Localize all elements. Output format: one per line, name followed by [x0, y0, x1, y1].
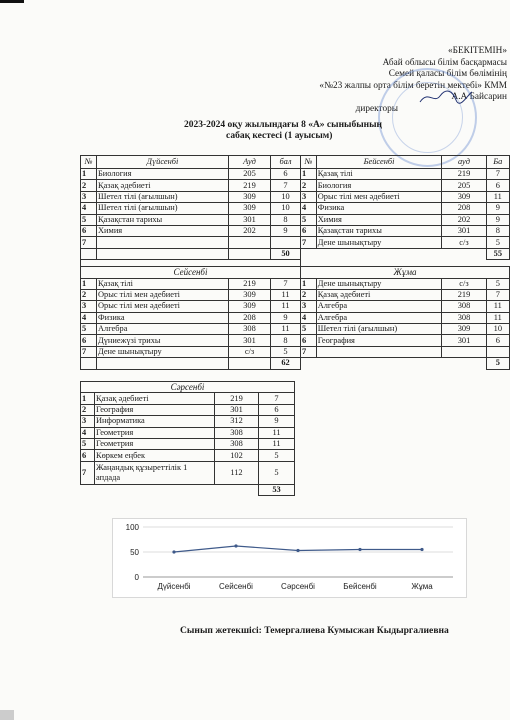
table-row [301, 301, 510, 312]
table-row [301, 214, 510, 225]
difficulty-score: 7 [271, 180, 301, 191]
wednesday-total: 53 [259, 484, 295, 495]
subject-name: Информатика [95, 416, 215, 427]
subject-name: Қазақ тілі [97, 278, 229, 289]
lesson-number: 1 [81, 169, 97, 180]
col-score-header: Ба [486, 156, 509, 169]
table-cell [97, 248, 229, 259]
y-tick-label: 100 [125, 523, 139, 532]
lesson-number: 5 [301, 324, 317, 335]
subject-name: Физика [97, 312, 229, 323]
lesson-number: 3 [81, 191, 97, 202]
subject-name: Шетел тілі (ағылшын) [97, 203, 229, 214]
room-number: 309 [442, 191, 486, 202]
room-number: 219 [215, 393, 259, 404]
x-tick-label: Дүйсенбі [157, 582, 191, 591]
table-row [301, 346, 510, 357]
subject-name: Қазақ әдебиеті [95, 393, 215, 404]
room-number: 301 [215, 404, 259, 415]
subject-name: Қазақ тілі [316, 169, 442, 180]
lesson-number: 1 [301, 278, 317, 289]
approval-line: «БЕКІТЕМІН» [447, 46, 507, 56]
table-cell [229, 358, 271, 369]
lesson-number: 7 [301, 237, 317, 248]
room-number: 205 [229, 169, 271, 180]
table-row [81, 225, 301, 236]
day-header-friday: Жұма [301, 267, 510, 278]
table-row [81, 278, 301, 289]
difficulty-score: 7 [271, 278, 301, 289]
school-stamp [378, 68, 477, 167]
x-tick-label: Сәрсенбі [281, 582, 315, 591]
friday-total-row [301, 358, 510, 369]
day-header-thursday: Бейсенбі [316, 156, 442, 169]
table-cell [229, 248, 271, 259]
subject-name: Қазақстан тарихы [97, 214, 229, 225]
room-number: 202 [442, 214, 486, 225]
table-row [81, 237, 301, 248]
table-row [301, 324, 510, 335]
director-signature [418, 88, 474, 106]
table-row [81, 438, 295, 449]
room-number: 102 [215, 450, 259, 461]
data-point [234, 544, 237, 547]
difficulty-score: 7 [486, 169, 509, 180]
room-number [442, 346, 486, 357]
approval-line: директоры [355, 103, 398, 114]
subject-name: Биология [316, 180, 442, 191]
room-number: 301 [229, 214, 271, 225]
wednesday-header-row [81, 382, 295, 393]
lesson-number: 2 [301, 289, 317, 300]
difficulty-score: 9 [486, 203, 509, 214]
lesson-number: 3 [81, 416, 95, 427]
room-number: 301 [229, 335, 271, 346]
subject-name: Жаңандық құзыреттілік 1 апдада [95, 461, 215, 484]
subject-name: Қазақстан тарихы [316, 225, 442, 236]
table-cell [301, 260, 510, 267]
col-score-header: бал [271, 156, 301, 169]
subject-name: Алгебра [316, 301, 442, 312]
difficulty-score: 6 [259, 404, 295, 415]
table-cell [81, 358, 97, 369]
difficulty-score: 9 [486, 214, 509, 225]
subject-name: Қазақ әдебиеті [316, 289, 442, 300]
difficulty-score [271, 237, 301, 248]
room-number: 205 [442, 180, 486, 191]
difficulty-score: 7 [486, 289, 509, 300]
tuesday-header-row [81, 267, 301, 278]
lesson-number: 1 [81, 393, 95, 404]
approval-line: Семей қаласы білім бөлімінің [388, 69, 507, 80]
difficulty-score: 10 [271, 191, 301, 202]
schedule-table-wednesday [80, 381, 295, 496]
col-num-header: № [81, 156, 97, 169]
subject-name: Химия [97, 225, 229, 236]
difficulty-score: 11 [259, 438, 295, 449]
monday-total: 50 [271, 248, 301, 259]
tuesday-total: 62 [271, 358, 301, 369]
col-room-header: Ауд [229, 156, 271, 169]
room-number: 309 [229, 301, 271, 312]
lesson-number: 7 [81, 346, 97, 357]
subject-name: Дене шынықтыру [316, 237, 442, 248]
subject-name: Орыс тілі мен әдебиеті [97, 289, 229, 300]
subject-name: Қазақ әдебиеті [97, 180, 229, 191]
room-number: 208 [442, 203, 486, 214]
table-cell [301, 358, 487, 369]
room-number: 301 [442, 335, 486, 346]
difficulty-score: 5 [271, 346, 301, 357]
subject-name: Дене шынықтыру [316, 278, 442, 289]
room-number: 112 [215, 461, 259, 484]
lesson-number: 6 [301, 225, 317, 236]
col-num-header: № [301, 156, 317, 169]
room-number: 219 [229, 278, 271, 289]
document-title [184, 120, 382, 142]
table-row [81, 301, 301, 312]
subject-name: Физика [316, 203, 442, 214]
day-header-tuesday: Сейсенбі [81, 267, 301, 278]
difficulty-score: 11 [259, 427, 295, 438]
table-row [81, 324, 301, 335]
lesson-number: 4 [301, 203, 317, 214]
table-row [81, 427, 295, 438]
data-point [296, 549, 299, 552]
table-row [81, 203, 301, 214]
friday-header-row [301, 267, 510, 278]
tuesday-rows [81, 278, 301, 358]
subject-name: География [316, 335, 442, 346]
table-row [81, 335, 301, 346]
lesson-number: 1 [301, 169, 317, 180]
approval-line: А.А Байсарин [451, 92, 507, 103]
table-cell [81, 260, 301, 267]
table-row [81, 404, 295, 415]
table-row [81, 169, 301, 180]
lesson-number: 2 [301, 180, 317, 191]
subject-name: География [95, 404, 215, 415]
room-number: 309 [229, 191, 271, 202]
subject-name: Орыс тілі мен әдебиеті [97, 301, 229, 312]
schedule-table-left [80, 155, 301, 370]
lesson-number: 6 [301, 335, 317, 346]
difficulty-score: 5 [486, 278, 509, 289]
table-row [301, 335, 510, 346]
table-row [81, 346, 301, 357]
wednesday-rows [81, 393, 295, 484]
table-row [301, 203, 510, 214]
table-row [81, 312, 301, 323]
subject-name: Орыс тілі мен әдебиеті [316, 191, 442, 202]
monday-total-row [81, 248, 301, 259]
table-cell [97, 358, 229, 369]
subject-name: Шетел тілі (ағылшын) [316, 324, 442, 335]
difficulty-score: 8 [271, 335, 301, 346]
room-number: 312 [215, 416, 259, 427]
table-header-row [81, 156, 301, 169]
room-number [229, 237, 271, 248]
table-cell [81, 248, 97, 259]
subject-name [97, 237, 229, 248]
y-tick-label: 0 [134, 573, 139, 582]
monday-rows [81, 169, 301, 249]
room-number: с/з [442, 278, 486, 289]
subject-name: Алгебра [97, 324, 229, 335]
lesson-number: 2 [81, 289, 97, 300]
x-tick-label: Бейсенбі [343, 582, 377, 591]
table-row [301, 169, 510, 180]
difficulty-score: 9 [259, 416, 295, 427]
difficulty-score: 10 [271, 203, 301, 214]
lesson-number: 4 [81, 203, 97, 214]
table-cell [81, 484, 259, 495]
table-row [301, 278, 510, 289]
class-teacher-line: Сынып жетекшісі: Темергалиева Кумысжан Кыдыргалиевна [180, 625, 449, 636]
lesson-number: 5 [81, 324, 97, 335]
lesson-number: 2 [81, 404, 95, 415]
approval-line: «№23 жалпы орта білім беретін мектебі» КММ [319, 80, 507, 91]
room-number: 202 [229, 225, 271, 236]
title-line: сабақ кестесі (1 ауысым) [226, 131, 333, 141]
data-point [420, 548, 423, 551]
lesson-number: 5 [81, 214, 97, 225]
room-number: 308 [215, 438, 259, 449]
table-header-row [301, 156, 510, 169]
schedule-table-right [300, 155, 510, 370]
subject-name: Геометрия [95, 438, 215, 449]
room-number: 301 [442, 225, 486, 236]
difficulty-score: 11 [486, 301, 509, 312]
lesson-number: 7 [81, 461, 95, 484]
day-header-monday: Дүйсенбі [97, 156, 229, 169]
difficulty-score: 11 [271, 301, 301, 312]
table-row [81, 180, 301, 191]
difficulty-score: 6 [486, 180, 509, 191]
spacer-row [301, 260, 510, 267]
difficulty-score: 9 [271, 312, 301, 323]
lesson-number: 7 [301, 346, 317, 357]
lesson-number: 6 [81, 225, 97, 236]
room-number: 309 [442, 324, 486, 335]
lesson-number: 3 [81, 301, 97, 312]
table-row [81, 393, 295, 404]
table-row [301, 289, 510, 300]
thursday-total: 55 [486, 248, 509, 259]
day-header-wednesday: Сәрсенбі [81, 382, 295, 393]
subject-name: Биология [97, 169, 229, 180]
difficulty-score: 11 [486, 191, 509, 202]
chart-canvas [113, 519, 466, 597]
subject-name [316, 346, 442, 357]
room-number: 208 [229, 312, 271, 323]
difficulty-score: 6 [271, 169, 301, 180]
lesson-number: 1 [81, 278, 97, 289]
table-row [301, 180, 510, 191]
data-point [358, 548, 361, 551]
room-number: 219 [229, 180, 271, 191]
difficulty-score [486, 346, 509, 357]
spacer-row [81, 260, 301, 267]
table-row [81, 416, 295, 427]
scan-corner-mark-bottom [0, 710, 14, 720]
table-row [81, 450, 295, 461]
subject-name: Көркем еңбек [95, 450, 215, 461]
lesson-number: 2 [81, 180, 97, 191]
lesson-number: 5 [301, 214, 317, 225]
subject-name: Дүниежүзі трихы [97, 335, 229, 346]
y-tick-label: 50 [130, 548, 139, 557]
room-number: 308 [215, 427, 259, 438]
difficulty-score: 8 [486, 225, 509, 236]
difficulty-score: 11 [486, 312, 509, 323]
col-room-header: ауд [442, 156, 486, 169]
lesson-number: 5 [81, 438, 95, 449]
lesson-number: 3 [301, 301, 317, 312]
difficulty-score: 5 [486, 237, 509, 248]
room-number: 309 [229, 203, 271, 214]
lesson-number: 4 [81, 312, 97, 323]
difficulty-score: 5 [259, 450, 295, 461]
difficulty-score: 8 [271, 214, 301, 225]
difficulty-score: 11 [271, 324, 301, 335]
table-row [301, 191, 510, 202]
thursday-total-row [301, 248, 510, 259]
lesson-number: 3 [301, 191, 317, 202]
difficulty-score: 6 [486, 335, 509, 346]
x-tick-label: Сейсенбі [219, 582, 253, 591]
difficulty-score: 10 [486, 324, 509, 335]
tuesday-total-row [81, 358, 301, 369]
thursday-rows [301, 169, 510, 249]
table-row [301, 225, 510, 236]
room-number: 308 [229, 324, 271, 335]
x-tick-label: Жұма [411, 582, 433, 591]
scan-corner-mark [0, 0, 24, 3]
table-cell [301, 248, 487, 259]
room-number: 219 [442, 289, 486, 300]
lesson-number: 6 [81, 450, 95, 461]
table-row [81, 214, 301, 225]
friday-rows [301, 278, 510, 358]
room-number: 308 [442, 312, 486, 323]
wednesday-total-row [81, 484, 295, 495]
weekly-load-chart [112, 518, 467, 598]
title-line: 2023-2024 оқу жылындағы 8 «А» сыныбының [184, 120, 382, 130]
room-number: с/з [229, 346, 271, 357]
subject-name: Дене шынықтыру [97, 346, 229, 357]
room-number: с/з [442, 237, 486, 248]
table-row [81, 191, 301, 202]
room-number: 308 [442, 301, 486, 312]
table-row [301, 312, 510, 323]
lesson-number: 6 [81, 335, 97, 346]
room-number: 219 [442, 169, 486, 180]
approval-line: Абай облысы білім басқармасы [382, 57, 507, 68]
difficulty-score: 9 [271, 225, 301, 236]
difficulty-score: 11 [271, 289, 301, 300]
data-point [172, 550, 175, 553]
table-row [81, 289, 301, 300]
subject-name: Шетел тілі (ағылшын) [97, 191, 229, 202]
table-row [301, 237, 510, 248]
friday-total: 5 [486, 358, 509, 369]
subject-name: Алгебра [316, 312, 442, 323]
lesson-number: 4 [81, 427, 95, 438]
difficulty-score: 7 [259, 393, 295, 404]
subject-name: Геометрия [95, 427, 215, 438]
lesson-number: 7 [81, 237, 97, 248]
room-number: 309 [229, 289, 271, 300]
subject-name: Химия [316, 214, 442, 225]
table-row [81, 461, 295, 484]
difficulty-score: 5 [259, 461, 295, 484]
lesson-number: 4 [301, 312, 317, 323]
